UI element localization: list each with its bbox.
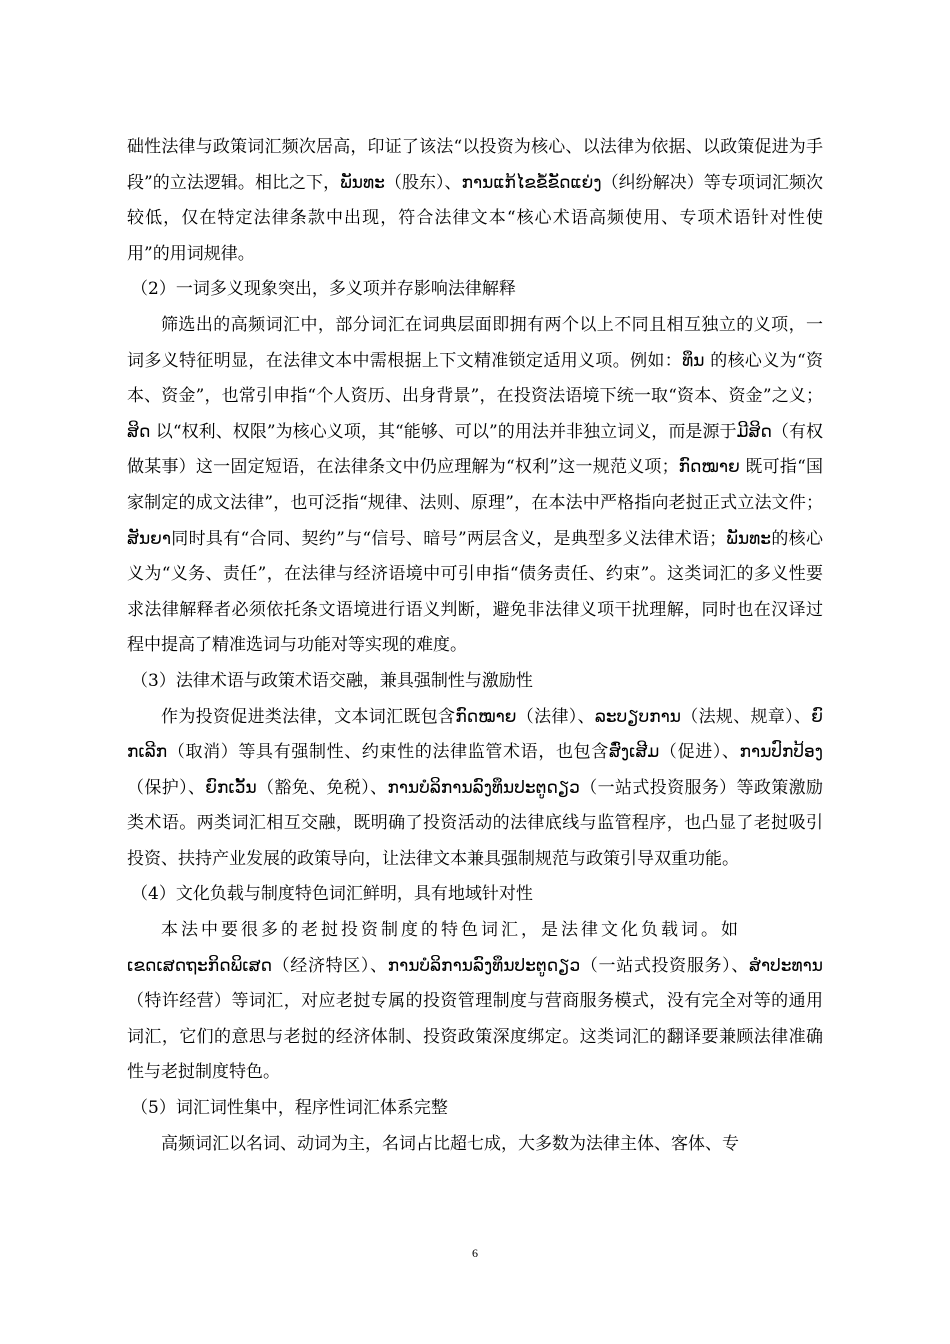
section-heading-3: （3）法律术语与政策术语交融，兼具强制性与激励性 [131, 670, 533, 691]
paragraph-5: 高频词汇以名词、动词为主，名词占比超七成，大多数为法律主体、客体、专 [161, 1133, 739, 1154]
paragraph-3: 作为投资促进类法律，文本词汇既包含ກົດໝາຍ（法律）、ລະບຽບການ（法规、规章）、ຍົກເລີກ（取消）等具有强制性、约束性的法律监管术语，也包含ສົ່ງເສີມ（促进）、ການປົກປ້ອງ（保护）、ຍົກເວັ້ນ（豁免、免税）、ການບໍລິການລົງທຶນປະຕູດຽວ（一站式投资服务）等政策激励类术语。两类词汇相互交融，既明确了投资活动的法律底线与监管程序，也凸显了老挝吸引投资、扶持产业发展的政策导向，让法律文本兼具强制规范与政策引导双重功能。 [127, 706, 823, 869]
paragraph-4-first-line: 本法中要很多的老挝投资制度的特色词汇，是法律文化负载词。如 [161, 920, 741, 941]
paragraph-1: 础性法律与政策词汇频次居高，印证了该法“以投资为核心、以法律为依据、以政策促进为手段”的立法逻辑。相比之下，ພັນທະ（股东）、ການແກ້ໄຂຂໍ້ຂັດແຍ່ງ（纠纷解决）等专项词汇频次较低，仅在特定法律条款中出现，符合法律文本“核心术语高频使用、专项术语针对性使用”的用词规律。 [127, 137, 823, 264]
section-heading-4: （4）文化负载与制度特色词汇鲜明，具有地域针对性 [131, 884, 533, 905]
paragraph-4 [127, 913, 823, 1091]
paragraph-2: 筛选出的高频词汇中，部分词汇在词典层面即拥有两个以上不同且相互独立的义项，一词多义特征明显，在法律文本中需根据上下文精准锁定适用义项。例如：ທຶນ 的核心义为“资本、资金”，也常引申指“个人资历、出身背景”，在投资法语境下统一取“资本、资金”之义；ສິດ 以“权利、权限”为核心义项，其“能够、可以”的用法并非独立词义，而是源于ມີສິດ（有权做某事）这一固定短语，在法律条文中仍应理解为“权利”这一规范义项；ກົດໝາຍ 既可指“国家制定的成文法律”，也可泛指“规律、法则、原理”，在本法中严格指向老挝正式立法文件；ສັນຍາ同时具有“合同、契约”与“信号、暗号”两层含义，是典型多义法律术语；ພັນທະ的核心义为“义务、责任”，在法律与经济语境中可引申指“债务责任、约束”。这类词汇的多义性要求法律解释者必须依托条文语境进行语义判断，避免非法律义项干扰理解，同时也在汉译过程中提高了精准选词与功能对等实现的难度。 [127, 314, 823, 656]
section-heading-5: （5）词汇词性集中，程序性词汇体系完整 [131, 1098, 448, 1119]
section-heading-2: （2）一词多义现象突出，多义项并存影响法律解释 [131, 279, 516, 300]
paragraph-4-rest: ເຂດເສດຖະກິດພິເສດ（经济特区）、ການບໍລິການລົງທຶນປະຕູດຽວ（一站式投资服务）、ສໍາປະທານ（特许经营）等词汇，对应老挝专属的投资管理制度与营商服务模式，没有完全对等的通用词汇，它们的意思与老挝的经济体制、投资政策深度绑定。这类词汇的翻译要兼顾法律准确性与老挝制度特色。 [127, 955, 823, 1083]
page-number: 6 [472, 1246, 478, 1260]
document-body [127, 130, 823, 1162]
